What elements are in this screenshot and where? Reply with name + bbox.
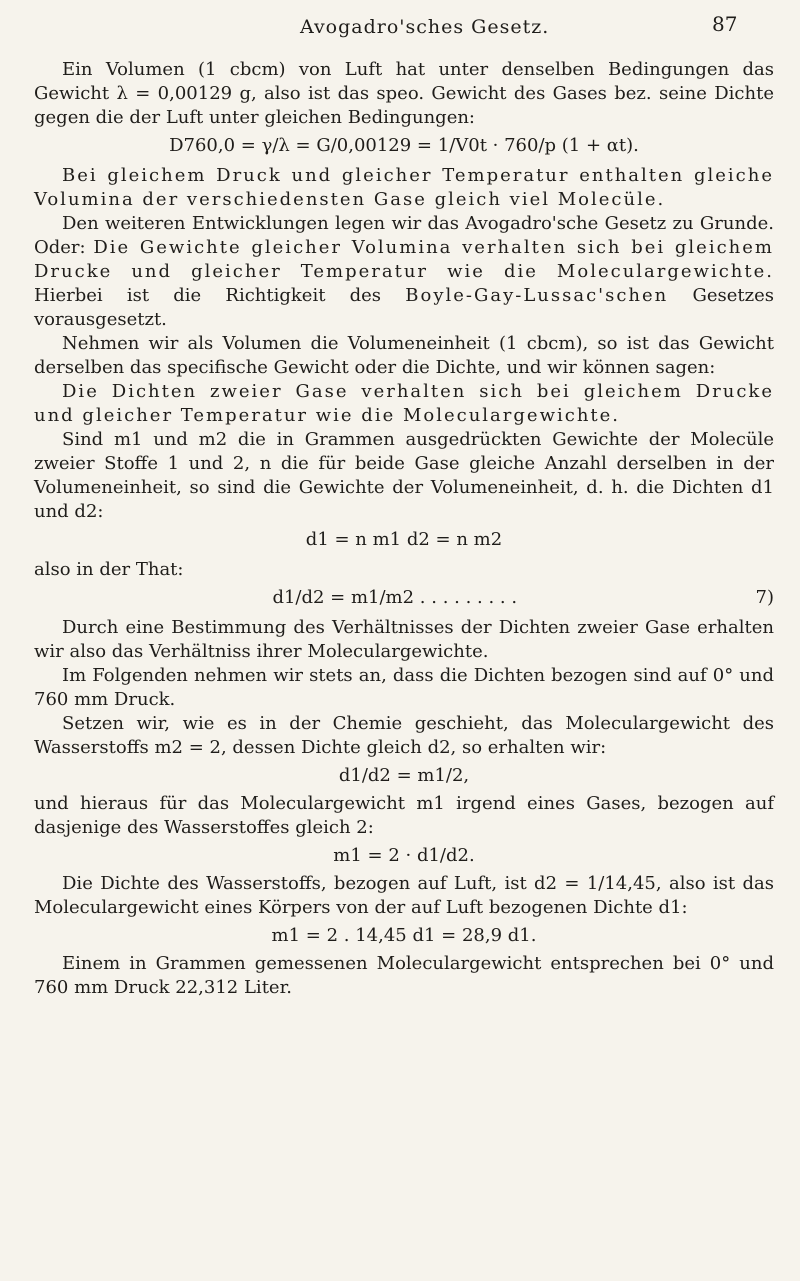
paragraph: Im Folgenden nehmen wir stets an, dass die Dichten bezogen sind auf 0° und 760 mm Druck. [34, 665, 774, 710]
equation-densities: d1 = n m1 d2 = n m2 [305, 529, 503, 550]
text-run: Gesetzes vorausgesetzt. [34, 285, 775, 330]
page-number: 87 [712, 12, 738, 36]
law-statement: Bei gleichem Druck und gleicher Temperatur enthalten gleiche Volumina der verschiedensten Gase gleich viel Molecüle. [34, 165, 774, 210]
paragraph [34, 212, 774, 332]
equation-body: d1/d2 = m1/m2 . . . . . . . . . [272, 587, 518, 608]
paragraph: Setzen wir, wie es in der Chemie geschieht, das Moleculargewicht des Wasserstoffs m2 = 2, dessen Dichte gleich d2, so erhalten wir: [34, 713, 774, 758]
paragraph: Sind m1 und m2 die in Grammen ausgedrückten Gewichte der Molecüle zweier Stoffe 1 und 2, n die für beide Gase gleiche Anzahl derselben in der Volumeneinheit, so sind die Gewichte der Volumeneinheit, d. h. die Dichten d1 und d2: [34, 429, 774, 522]
body-text [34, 58, 774, 1000]
running-head: Avogadro'sches Gesetz. [300, 16, 550, 38]
equation-7 [34, 586, 774, 610]
text-run: Den weiteren Entwicklungen legen wir das Avogadro'sche Gesetz zu Grunde. Oder: [34, 213, 774, 258]
paragraph: Nehmen wir als Volumen die Volumeneinheit (1 cbcm), so ist das Gewicht derselben das specifische Gewicht oder die Dichte, und wir können sagen: [34, 333, 774, 378]
paragraph: Einem in Grammen gemessenen Moleculargewicht entsprechen bei 0° und 760 mm Druck 22,312 Liter. [34, 953, 774, 998]
equation-molecular-weight: m1 = 2 · d1/d2. [333, 845, 475, 866]
text-run: Hierbei ist die Richtigkeit des [34, 285, 406, 306]
law-statement: Die Gewichte gleicher Volumina verhalten sich bei gleichem Drucke und gleicher Temperatur wie die Moleculargewichte. [34, 237, 774, 282]
paragraph: also in der That: [34, 559, 184, 580]
paragraph: Die Dichte des Wasserstoffs, bezogen auf Luft, ist d2 = 1/14,45, also ist das Moleculargewicht eines Körpers von der auf Luft bezogenen Dichte d1: [34, 873, 774, 918]
law-name: Boyle-Gay-Lussac'schen [405, 285, 669, 306]
equation-density: D760,0 = γ/λ = G/0,00129 = 1/V0t · 760/p (1 + αt). [169, 135, 639, 156]
paragraph: Ein Volumen (1 cbcm) von Luft hat unter denselben Bedingungen das Gewicht λ = 0,00129 g, also ist das speo. Gewicht des Gases bez. seine Dichte gegen die der Luft unter gleichen Bedingungen: [34, 59, 774, 128]
paragraph: und hieraus für das Moleculargewicht m1 irgend eines Gases, bezogen auf dasjenige des Wasserstoffes gleich 2: [34, 793, 774, 838]
paragraph: Durch eine Bestimmung des Verhältnisses der Dichten zweier Gase erhalten wir also das Verhältniss ihrer Moleculargewichte. [34, 617, 774, 662]
page-header [0, 12, 800, 46]
equation-result: m1 = 2 . 14,45 d1 = 28,9 d1. [271, 925, 537, 946]
law-statement: Die Dichten zweier Gase verhalten sich bei gleichem Drucke und gleicher Temperatur wie die Moleculargewichte. [34, 381, 774, 426]
equation-number: 7) [755, 587, 774, 608]
equation-ratio: d1/d2 = m1/2, [338, 765, 470, 786]
